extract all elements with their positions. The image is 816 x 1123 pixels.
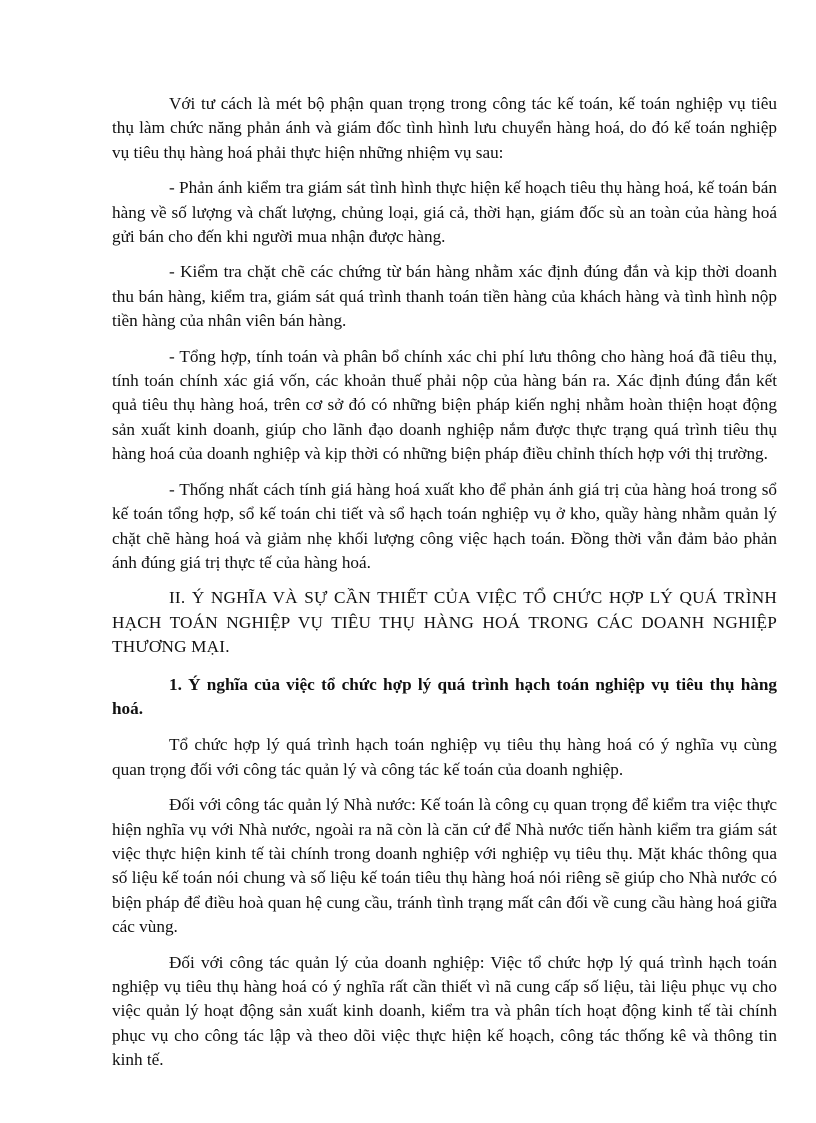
section-heading: II. Ý NGHĨA VÀ SỰ CẦN THIẾT CỦA VIỆC TỔ CHỨC HỢP LÝ QUÁ TRÌNH HẠCH TOÁN NGHIỆP VỤ TIÊU THỤ HÀNG HOÁ TRONG CÁC DOANH NGHIỆP THƯƠNG MẠI. xyxy=(112,588,777,657)
document-page xyxy=(112,92,777,1084)
paragraph-state-management: Đối với công tác quản lý Nhà nước: Kế toán là công cụ quan trọng để kiểm tra việc thực hiện nghĩa vụ với Nhà nước, ngoài ra nã còn là căn cứ để Nhà nước tiến hành kiểm tra giám sát việc thực hiện kinh tế tài chính trong doanh nghiệp với nghiệp vụ tiêu thụ. Mặt khác thông qua số liệu kế toán nói chung và số liệu kế toán tiêu thụ hàng hoá nói riêng sẽ giúp cho Nhà nước có biện pháp để điều hoà quan hệ cung cầu, tránh tình trạng mất cân đối về cung cầu hàng hoá giữa các vùng. xyxy=(112,795,777,937)
paragraph-task-2: - Kiểm tra chặt chẽ các chứng từ bán hàng nhằm xác định đúng đắn và kịp thời doanh thu bán hàng, kiểm tra, giám sát quá trình thanh toán tiền hàng của khách hàng và tình hình nộp tiền hàng của nhân viên bán hàng. xyxy=(112,262,777,331)
paragraph-task-3: - Tổng hợp, tính toán và phân bổ chính xác chi phí lưu thông cho hàng hoá đã tiêu thụ, tính toán chính xác giá vốn, các khoản thuế phải nộp của hàng bán ra. Xác định đúng đắn kết quả tiêu thụ hàng hoá, trên cơ sở đó có những biện pháp kiến nghị nhằm hoàn thiện hoạt động sản xuất kinh doanh, giúp cho lãnh đạo doanh nghiệp nắm được thực trạng quá trình tiêu thụ hàng hoá của doanh nghiệp và kịp thời có những biện pháp điều chỉnh thích hợp với thị trường. xyxy=(112,346,777,464)
paragraph-task-4: - Thống nhất cách tính giá hàng hoá xuất kho để phản ánh giá trị của hàng hoá trong sổ kế toán tổng hợp, sổ kế toán chi tiết và sổ hạch toán nghiệp vụ ở kho, quầy hàng nhằm quản lý chặt chẽ hàng hoá và giảm nhẹ khối lượng công việc hạch toán. Đồng thời vẫn đảm bảo phản ánh đúng giá trị thực tế của hàng hoá. xyxy=(112,479,777,572)
paragraph-significance: Tổ chức hợp lý quá trình hạch toán nghiệp vụ tiêu thụ hàng hoá có ý nghĩa vụ cùng quan trọng đối với công tác quản lý và công tác kế toán của doanh nghiệp. xyxy=(112,735,777,779)
paragraph-task-1: - Phản ánh kiểm tra giám sát tình hình thực hiện kế hoạch tiêu thụ hàng hoá, kế toán bán hàng về số lượng và chất lượng, chủng loại, giá cả, thời hạn, giám đốc sù an toàn của hàng hoá gửi bán cho đến khi người mua nhận được hàng. xyxy=(112,178,777,247)
subsection-heading: 1. Ý nghĩa của việc tổ chức hợp lý quá trình hạch toán nghiệp vụ tiêu thụ hàng hoá. xyxy=(112,674,777,718)
paragraph-enterprise-management: Đối với công tác quản lý của doanh nghiệp: Việc tổ chức hợp lý quá trình hạch toán nghiệp vụ tiêu thụ hàng hoá có ý nghĩa rất cần thiết vì nã cung cấp số liệu, tài liệu phục vụ cho việc quản lý hoạt động sản xuất kinh doanh, kiểm tra và phân tích hoạt động kinh tế tài chính phục vụ cho công tác lập và theo dõi việc thực hiện kế hoạch, công tác thống kê và thông tin kinh tế. xyxy=(112,952,777,1070)
paragraph-intro: Với tư cách là mét bộ phận quan trọng trong công tác kế toán, kế toán nghiệp vụ tiêu thụ làm chức năng phản ánh và giám đốc tình hình lưu chuyển hàng hoá, do đó kế toán nghiệp vụ tiêu thụ hàng hoá phải thực hiện những nhiệm vụ sau: xyxy=(112,94,777,162)
